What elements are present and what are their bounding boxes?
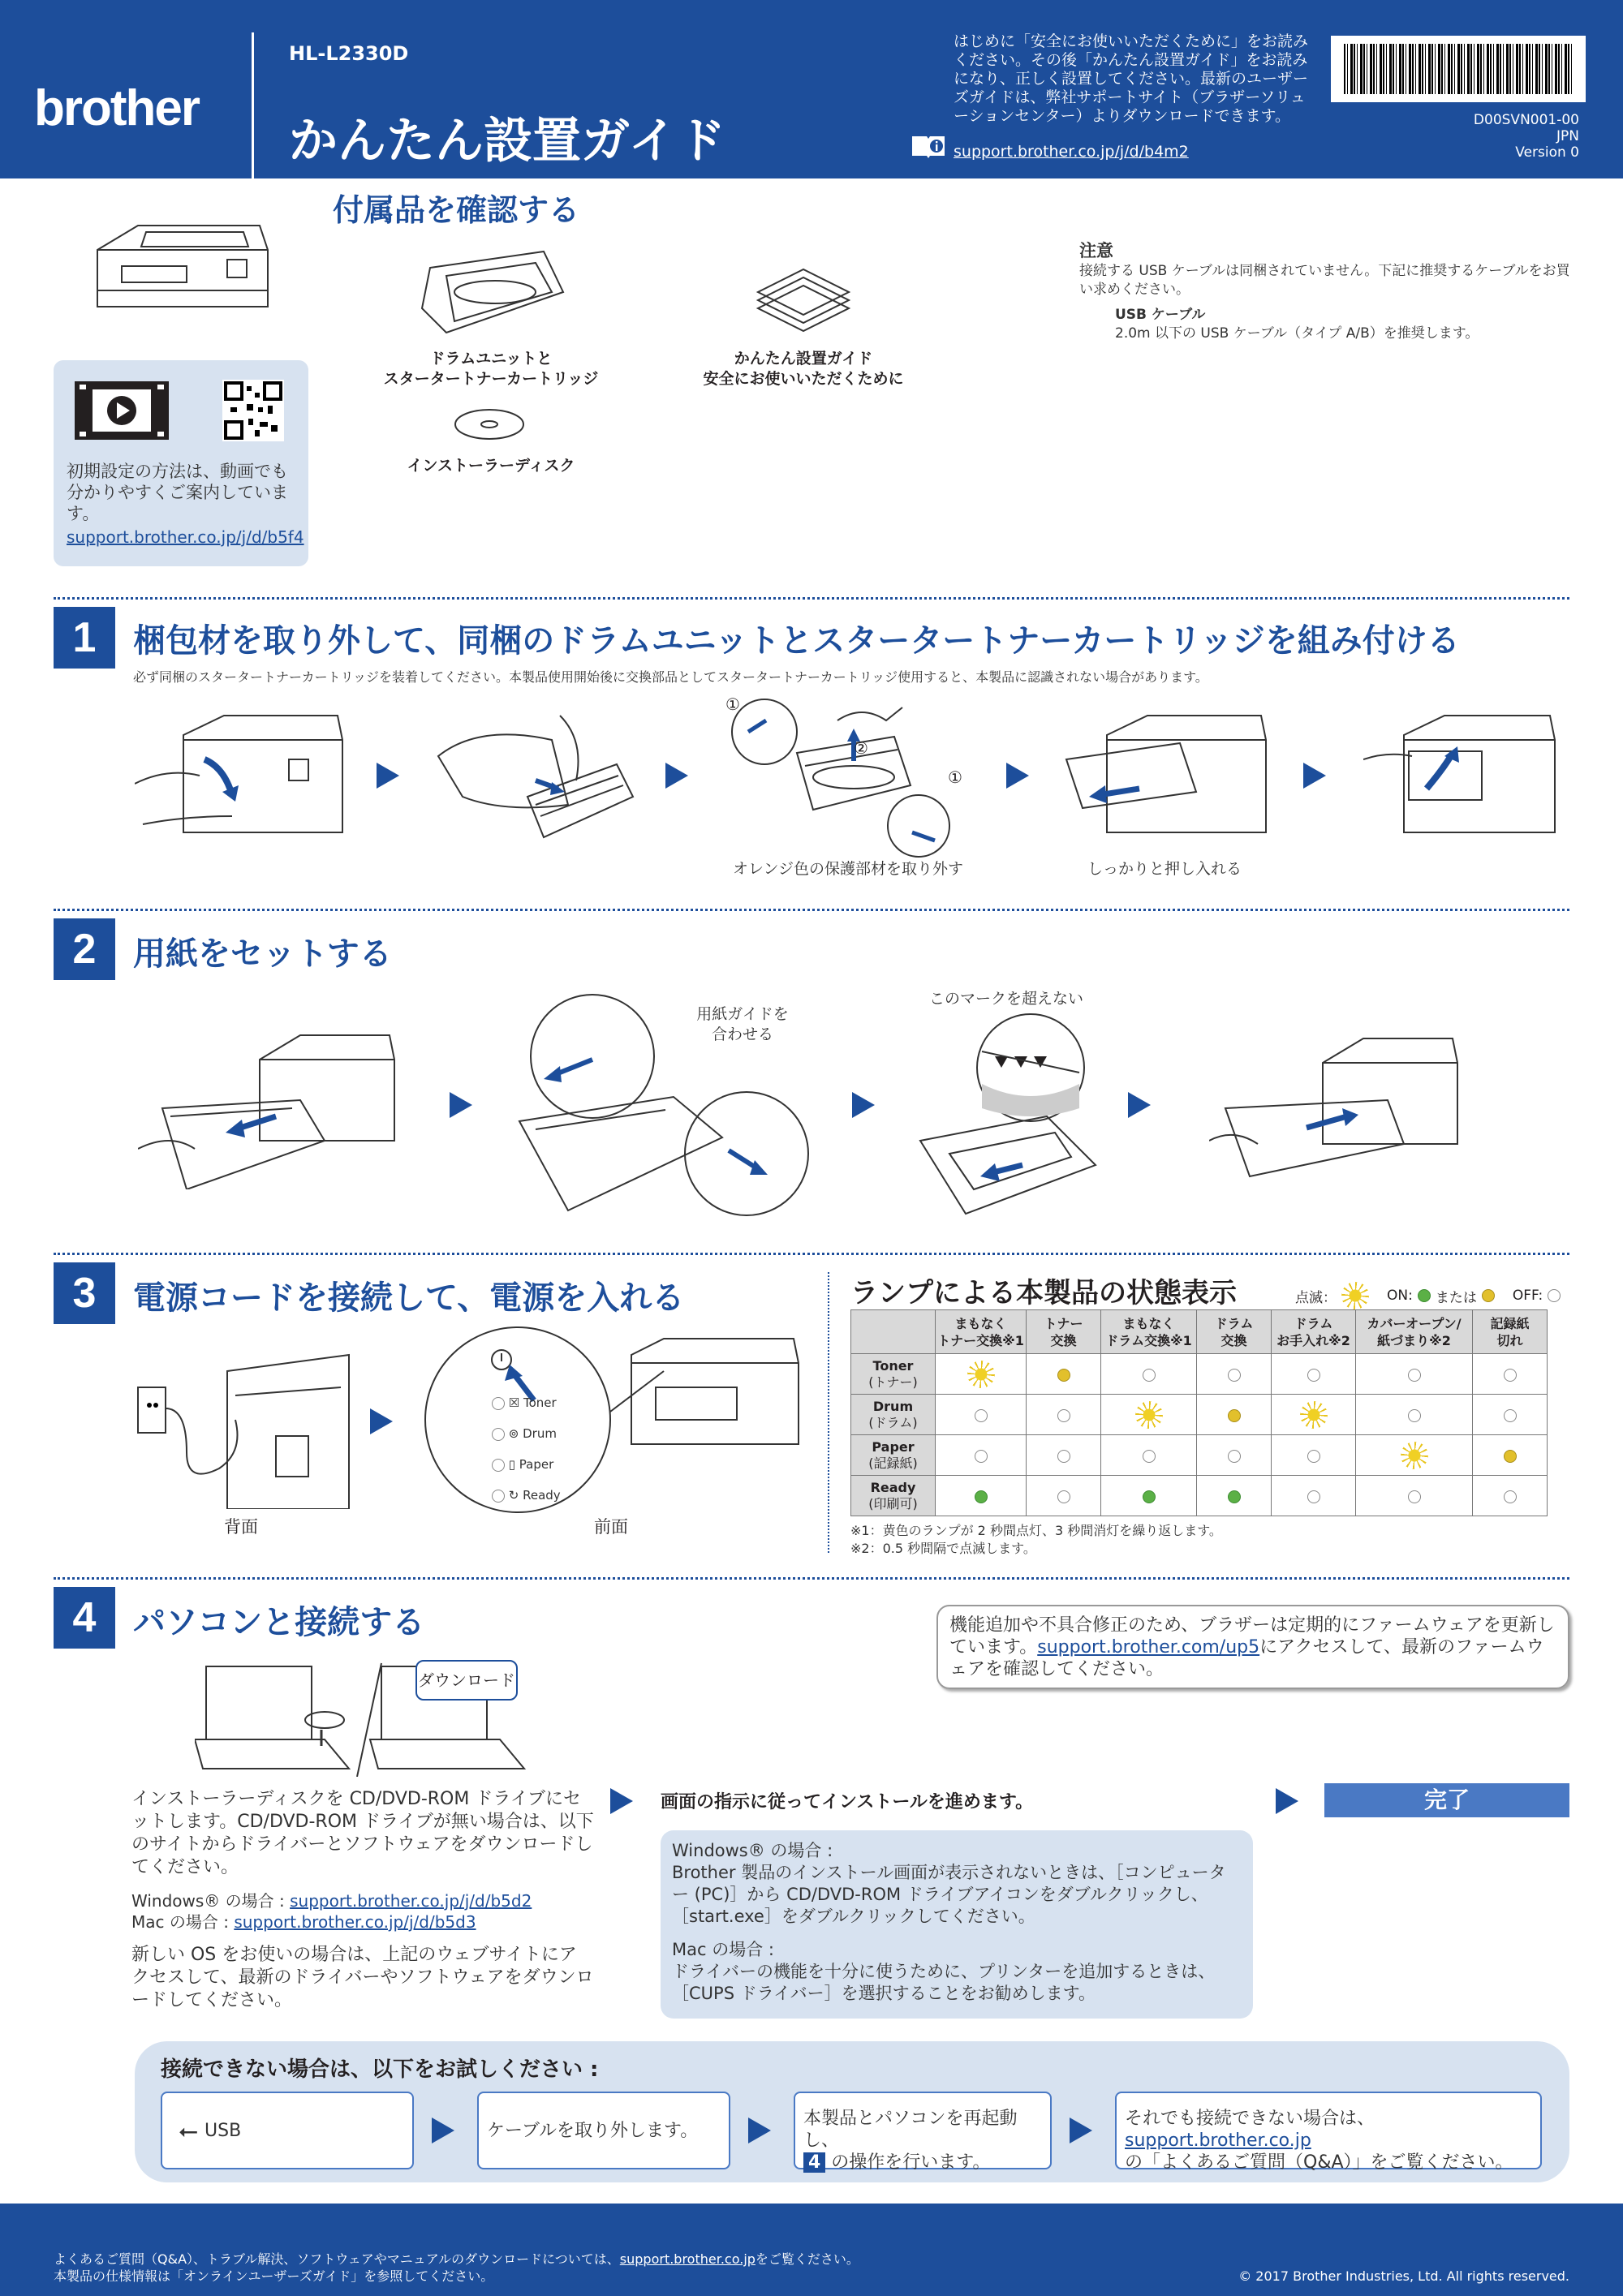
off-lamp-icon — [1504, 1409, 1517, 1422]
step1-unpack-illustration — [430, 707, 641, 845]
off-lamp-icon — [1057, 1450, 1070, 1463]
drum-unit-illustration — [414, 243, 568, 344]
lamp-cell — [1197, 1476, 1272, 1516]
lamp-cell — [1027, 1395, 1101, 1435]
lamp-cell — [936, 1476, 1027, 1516]
panel-ready: ↻ Ready — [492, 1480, 561, 1511]
lamp-column-header: ドラム お手入れ※2 — [1272, 1310, 1356, 1354]
off-lamp-icon — [1548, 1289, 1561, 1302]
yellow-lamp-icon — [1482, 1289, 1495, 1302]
brother-logo: brother — [34, 80, 199, 136]
lamp-cell — [936, 1395, 1027, 1435]
doc-code: D00SVN001-00 — [1473, 112, 1579, 128]
front-label: 前面 — [594, 1517, 628, 1537]
caution-title: 注意 — [1079, 241, 1113, 260]
disc-caption: インストーラーディスク — [407, 457, 575, 475]
drum-caption: ドラムユニットと スタータートナーカートリッジ — [383, 350, 599, 388]
lamp-cell — [1473, 1395, 1548, 1435]
install-instructions — [131, 1788, 594, 2012]
lamp-cell — [1101, 1476, 1197, 1516]
back-label: 背面 — [224, 1517, 258, 1537]
usb-cable-title: USB ケーブル — [1115, 307, 1206, 323]
step3-title: 電源コードを接続して、電源を入れる — [133, 1279, 685, 1317]
lamp-cell — [1272, 1354, 1356, 1395]
arrow — [1128, 1092, 1151, 1118]
yellow-lamp-icon — [1228, 1409, 1241, 1422]
os-notes-box — [661, 1830, 1253, 2019]
lamp-cell — [1272, 1435, 1356, 1476]
off-lamp-icon — [1057, 1490, 1070, 1503]
doc-lang: JPN — [1556, 128, 1579, 144]
lamp-cell — [1356, 1395, 1473, 1435]
off-lamp-icon — [1228, 1369, 1241, 1382]
blink-icon — [1341, 1282, 1369, 1309]
lamp-cell — [1356, 1435, 1473, 1476]
arrow — [432, 2118, 454, 2143]
green-lamp-icon — [1228, 1490, 1241, 1503]
video-icon[interactable] — [75, 381, 169, 440]
mark-2: ② — [854, 738, 868, 758]
qr-code-icon — [222, 380, 284, 441]
manual-icon — [911, 133, 946, 159]
step1-remove-protector-illustration — [724, 696, 951, 858]
off-lamp-icon — [1504, 1490, 1517, 1503]
faq-card: それでも接続できない場合は、support.brother.co.jp の「よくあるご質問（Q&A）」をご覧ください。 — [1115, 2092, 1542, 2169]
lamp-column-header: ドラム 交換 — [1197, 1310, 1272, 1354]
support-link[interactable]: support.brother.co.jp/j/d/b4m2 — [954, 143, 1189, 161]
lamp-table-title: ランプによる本製品の状態表示 — [850, 1277, 1237, 1309]
lamp-cell — [1356, 1354, 1473, 1395]
step1-open-cover-illustration — [135, 711, 354, 841]
win-download: Windows® の場合 : support.brother.co.jp/j/d/b5d2 — [131, 1891, 532, 1911]
arrow — [1070, 2118, 1092, 2143]
footer-link[interactable]: support.brother.co.jp — [619, 2251, 756, 2267]
blink-lamp-icon — [1135, 1401, 1163, 1429]
step2-title: 用紙をセットする — [133, 935, 392, 973]
off-lamp-icon — [1307, 1369, 1320, 1382]
new-os-text: 新しい OS をお使いの場合は、上記のウェブサイトにアクセスして、最新のドライバーやソフトウェアをダウンロードしてください。 — [131, 1945, 594, 2010]
follow-screen-text: 画面の指示に従ってインストールを進めます。 — [661, 1792, 1034, 1812]
box-win-title: Windows® の場合 : — [672, 1841, 833, 1860]
lamp-cell — [1101, 1354, 1197, 1395]
lamp-column-header: トナー 交換 — [1027, 1310, 1101, 1354]
lamp-cell — [1027, 1476, 1101, 1516]
usb-card — [161, 2092, 414, 2169]
lamp-column-header: カバーオープン/ 紙づまり※2 — [1356, 1310, 1473, 1354]
arrow — [610, 1788, 633, 1814]
lamp-cell — [936, 1354, 1027, 1395]
panel-toner: ☒ Toner — [492, 1387, 561, 1418]
lamp-column-header: まもなく トナー交換※1 — [936, 1310, 1027, 1354]
box-mac-text: ドライバーの機能を十分に使うために、プリンターを追加するときは、［CUPS ドライバー］を選択することをお勧めします。 — [672, 1962, 1216, 2003]
firmware-link[interactable]: support.brother.com/up5 — [1037, 1637, 1260, 1658]
off-lamp-icon — [1408, 1409, 1421, 1422]
push-caption: しっかりと押し入れる — [1087, 860, 1242, 878]
step2-pull-tray-illustration — [138, 1027, 398, 1189]
off-lamp-icon — [1228, 1450, 1241, 1463]
blink-lamp-icon — [967, 1361, 995, 1388]
copyright: © 2017 Brother Industries, Ltd. All rights reserved. — [1238, 2268, 1569, 2284]
page-title: かんたん設置ガイド — [289, 113, 726, 170]
usb-icon: ⭠ — [179, 2116, 198, 2145]
doc-info — [1380, 112, 1579, 161]
arrow — [450, 1092, 472, 1118]
lamp-cell — [1197, 1354, 1272, 1395]
step1-close-cover-illustration — [1363, 711, 1558, 841]
lamp-cell — [1473, 1476, 1548, 1516]
doc-version: Version 0 — [1515, 144, 1579, 161]
lamp-cell — [1197, 1395, 1272, 1435]
lamp-note-1: ※1：黄色のランプが 2 秒間点灯、3 秒間消灯を繰り返します。 — [850, 1523, 1222, 1538]
separator — [54, 1577, 1569, 1580]
off-lamp-icon — [975, 1450, 988, 1463]
lamp-cell — [1027, 1435, 1101, 1476]
green-lamp-icon — [1418, 1289, 1431, 1302]
done-banner: 完了 — [1324, 1783, 1569, 1817]
blink-lamp-icon — [1401, 1442, 1428, 1469]
panel-paper: ▯ Paper — [492, 1449, 561, 1480]
lamp-row — [851, 1435, 1548, 1476]
step2-insert-tray-illustration — [1209, 1030, 1469, 1185]
step3-control-panel-illustration — [420, 1322, 802, 1517]
step4-ref: 4 — [803, 2152, 825, 2173]
arrow — [1006, 763, 1029, 789]
step2-load-paper-illustration — [917, 1011, 1104, 1222]
arrow — [852, 1092, 875, 1118]
blink-lamp-icon — [1300, 1401, 1328, 1429]
firmware-box: 機能追加や不具合修正のため、ブラザーは定期的にファームウェアを更新しています。support.brother.com/up5にアクセスして、最新のファームウェアを確認してください。 — [936, 1605, 1569, 1689]
header-divider — [252, 32, 254, 178]
arrow — [1276, 1788, 1298, 1814]
mark-1b: ① — [948, 767, 962, 787]
lamp-legend: 点滅： ON: または OFF: — [1295, 1282, 1561, 1309]
restart-card: 本製品とパソコンを再起動し、 4 の操作を行います。 — [794, 2092, 1052, 2169]
separator — [54, 909, 1569, 911]
arrow — [370, 1408, 393, 1434]
guides-illustration — [755, 268, 852, 341]
lamp-row-header: Ready (印刷可) — [851, 1476, 936, 1516]
caution-block — [1079, 242, 1574, 343]
win-download-link[interactable]: support.brother.co.jp/j/d/b5d2 — [290, 1891, 532, 1911]
printer-illustration — [89, 217, 276, 323]
disc-illustration — [453, 407, 526, 441]
install-text: インストーラーディスクを CD/DVD-ROM ドライブにセットします。CD/DVD-ROM ドライブが無い場合は、以下のサイトからドライバーとソフトウェアをダウンロードしてください。 — [131, 1789, 594, 1877]
separator — [54, 1253, 1569, 1255]
off-lamp-icon — [1143, 1450, 1156, 1463]
mark-caption: このマークを超えない — [928, 990, 1083, 1008]
mac-download: Mac の場合 : support.brother.co.jp/j/d/b5d3 — [131, 1912, 476, 1932]
caution-text: 接続する USB ケーブルは同梱されていません。下記に推奨するケーブルをお買い求めください。 — [1079, 263, 1570, 298]
faq-link[interactable]: support.brother.co.jp — [1125, 2130, 1311, 2151]
green-lamp-icon — [1143, 1490, 1156, 1503]
unplug-card: ケーブルを取り外します。 — [477, 2092, 730, 2169]
step1-note: 必ず同梱のスタータートナーカートリッジを装着してください。本製品使用開始後に交換部品としてスタータートナーカートリッジ使用すると、本製品に認識されない場合があります。 — [133, 669, 1208, 685]
lamp-status-table — [850, 1309, 1548, 1516]
off-lamp-icon — [1307, 1490, 1320, 1503]
lamp-note-2: ※2：0.5 秒間隔で点滅します。 — [850, 1541, 1036, 1556]
troubleshoot-title: 接続できない場合は、以下をお試しください : — [161, 2057, 599, 2082]
arrow — [748, 2118, 771, 2143]
guide-caption: 用紙ガイドを 合わせる — [696, 1005, 789, 1043]
lamp-row — [851, 1354, 1548, 1395]
footer — [0, 2204, 1623, 2296]
header-note: はじめに「安全にお使いいただくために」をお読みください。その後「かんたん設置ガイド」をお読みになり、正しく設置してください。最新のユーザーズガイドは、弊社サポートサイト（ブラザーソリューションセンター）よりダウンロードできます。 — [954, 32, 1309, 125]
video-link[interactable]: support.brother.co.jp/j/d/b5f4 — [67, 527, 304, 547]
guides-caption: かんたん設置ガイド 安全にお使いいただくために — [703, 350, 904, 388]
lamp-row-header: Toner (トナー) — [851, 1354, 936, 1395]
lamp-cell — [1272, 1395, 1356, 1435]
mac-download-link[interactable]: support.brother.co.jp/j/d/b5d3 — [234, 1912, 476, 1932]
off-lamp-icon — [1504, 1369, 1517, 1382]
column-divider — [828, 1272, 829, 1553]
lamp-row — [851, 1476, 1548, 1516]
usb-cable-text: 2.0m 以下の USB ケーブル（タイプ A/B）を推奨します。 — [1115, 325, 1479, 342]
lamp-cell — [1356, 1476, 1473, 1516]
arrow — [665, 763, 688, 789]
lamp-cell — [1473, 1354, 1548, 1395]
lamp-row-header: Paper (記録紙) — [851, 1435, 936, 1476]
step1-insert-illustration — [1058, 711, 1269, 841]
lamp-column-header: まもなく ドラム交換※1 — [1101, 1310, 1197, 1354]
off-lamp-icon — [1408, 1369, 1421, 1382]
video-text: 初期設定の方法は、動画でも分かりやすくご案内しています。 — [67, 462, 288, 523]
model-name: HL-L2330D — [289, 42, 409, 65]
usb-label: USB — [204, 2120, 242, 2141]
lamp-cell — [1473, 1435, 1548, 1476]
lamp-cell — [1101, 1395, 1197, 1435]
panel-drum: ⊚ Drum — [492, 1418, 561, 1449]
download-label: ダウンロード — [415, 1660, 518, 1701]
off-lamp-icon — [975, 1409, 988, 1422]
step-number: 2 — [54, 918, 115, 980]
panel-lamps — [492, 1387, 561, 1511]
lamp-cell — [1027, 1354, 1101, 1395]
mark-1: ① — [725, 694, 740, 714]
lamp-column-header: 記録紙 切れ — [1473, 1310, 1548, 1354]
step1-title: 梱包材を取り外して、同梱のドラムユニットとスタータートナーカートリッジを組み付ける — [133, 622, 1460, 660]
step-number: 4 — [54, 1587, 115, 1649]
lamp-cell — [936, 1435, 1027, 1476]
footer-text: よくあるご質問（Q&A）、トラブル解決、ソフトウェアやマニュアルのダウンロードについては、support.brother.co.jpをご覧ください。 本製品の仕様情報は「オンラインユーザーズガイド」を参照してください。 — [54, 2251, 859, 2284]
arrow — [1303, 763, 1326, 789]
yellow-lamp-icon — [1057, 1369, 1070, 1382]
box-win-text: Brother 製品のインストール画面が表示されないときは、［コンピューター (PC)］から CD/DVD-ROM ドライブアイコンをダブルクリックし、［start.exe］をダブルクリックしてください。 — [672, 1863, 1226, 1926]
remove-caption: オレンジ色の保護部材を取り外す — [732, 860, 964, 878]
lamp-row — [851, 1395, 1548, 1435]
lamp-cell — [1101, 1435, 1197, 1476]
yellow-lamp-icon — [1504, 1450, 1517, 1463]
off-lamp-icon — [1143, 1369, 1156, 1382]
lamp-notes — [850, 1522, 1222, 1558]
off-lamp-icon — [1307, 1450, 1320, 1463]
lamp-cell — [1197, 1435, 1272, 1476]
off-lamp-icon — [1408, 1490, 1421, 1503]
barcode — [1331, 36, 1586, 102]
separator — [54, 597, 1569, 600]
lamp-row-header: Drum (ドラム) — [851, 1395, 936, 1435]
step-number: 3 — [54, 1262, 115, 1324]
step-number: 1 — [54, 607, 115, 669]
off-lamp-icon — [1057, 1409, 1070, 1422]
box-mac-title: Mac の場合 : — [672, 1940, 774, 1959]
lamp-cell — [1272, 1476, 1356, 1516]
green-lamp-icon — [975, 1490, 988, 1503]
accessories-heading: 付属品を確認する — [333, 192, 580, 228]
arrow — [377, 763, 399, 789]
step3-power-cord-illustration — [130, 1347, 357, 1509]
step4-title: パソコンと接続する — [133, 1604, 425, 1641]
